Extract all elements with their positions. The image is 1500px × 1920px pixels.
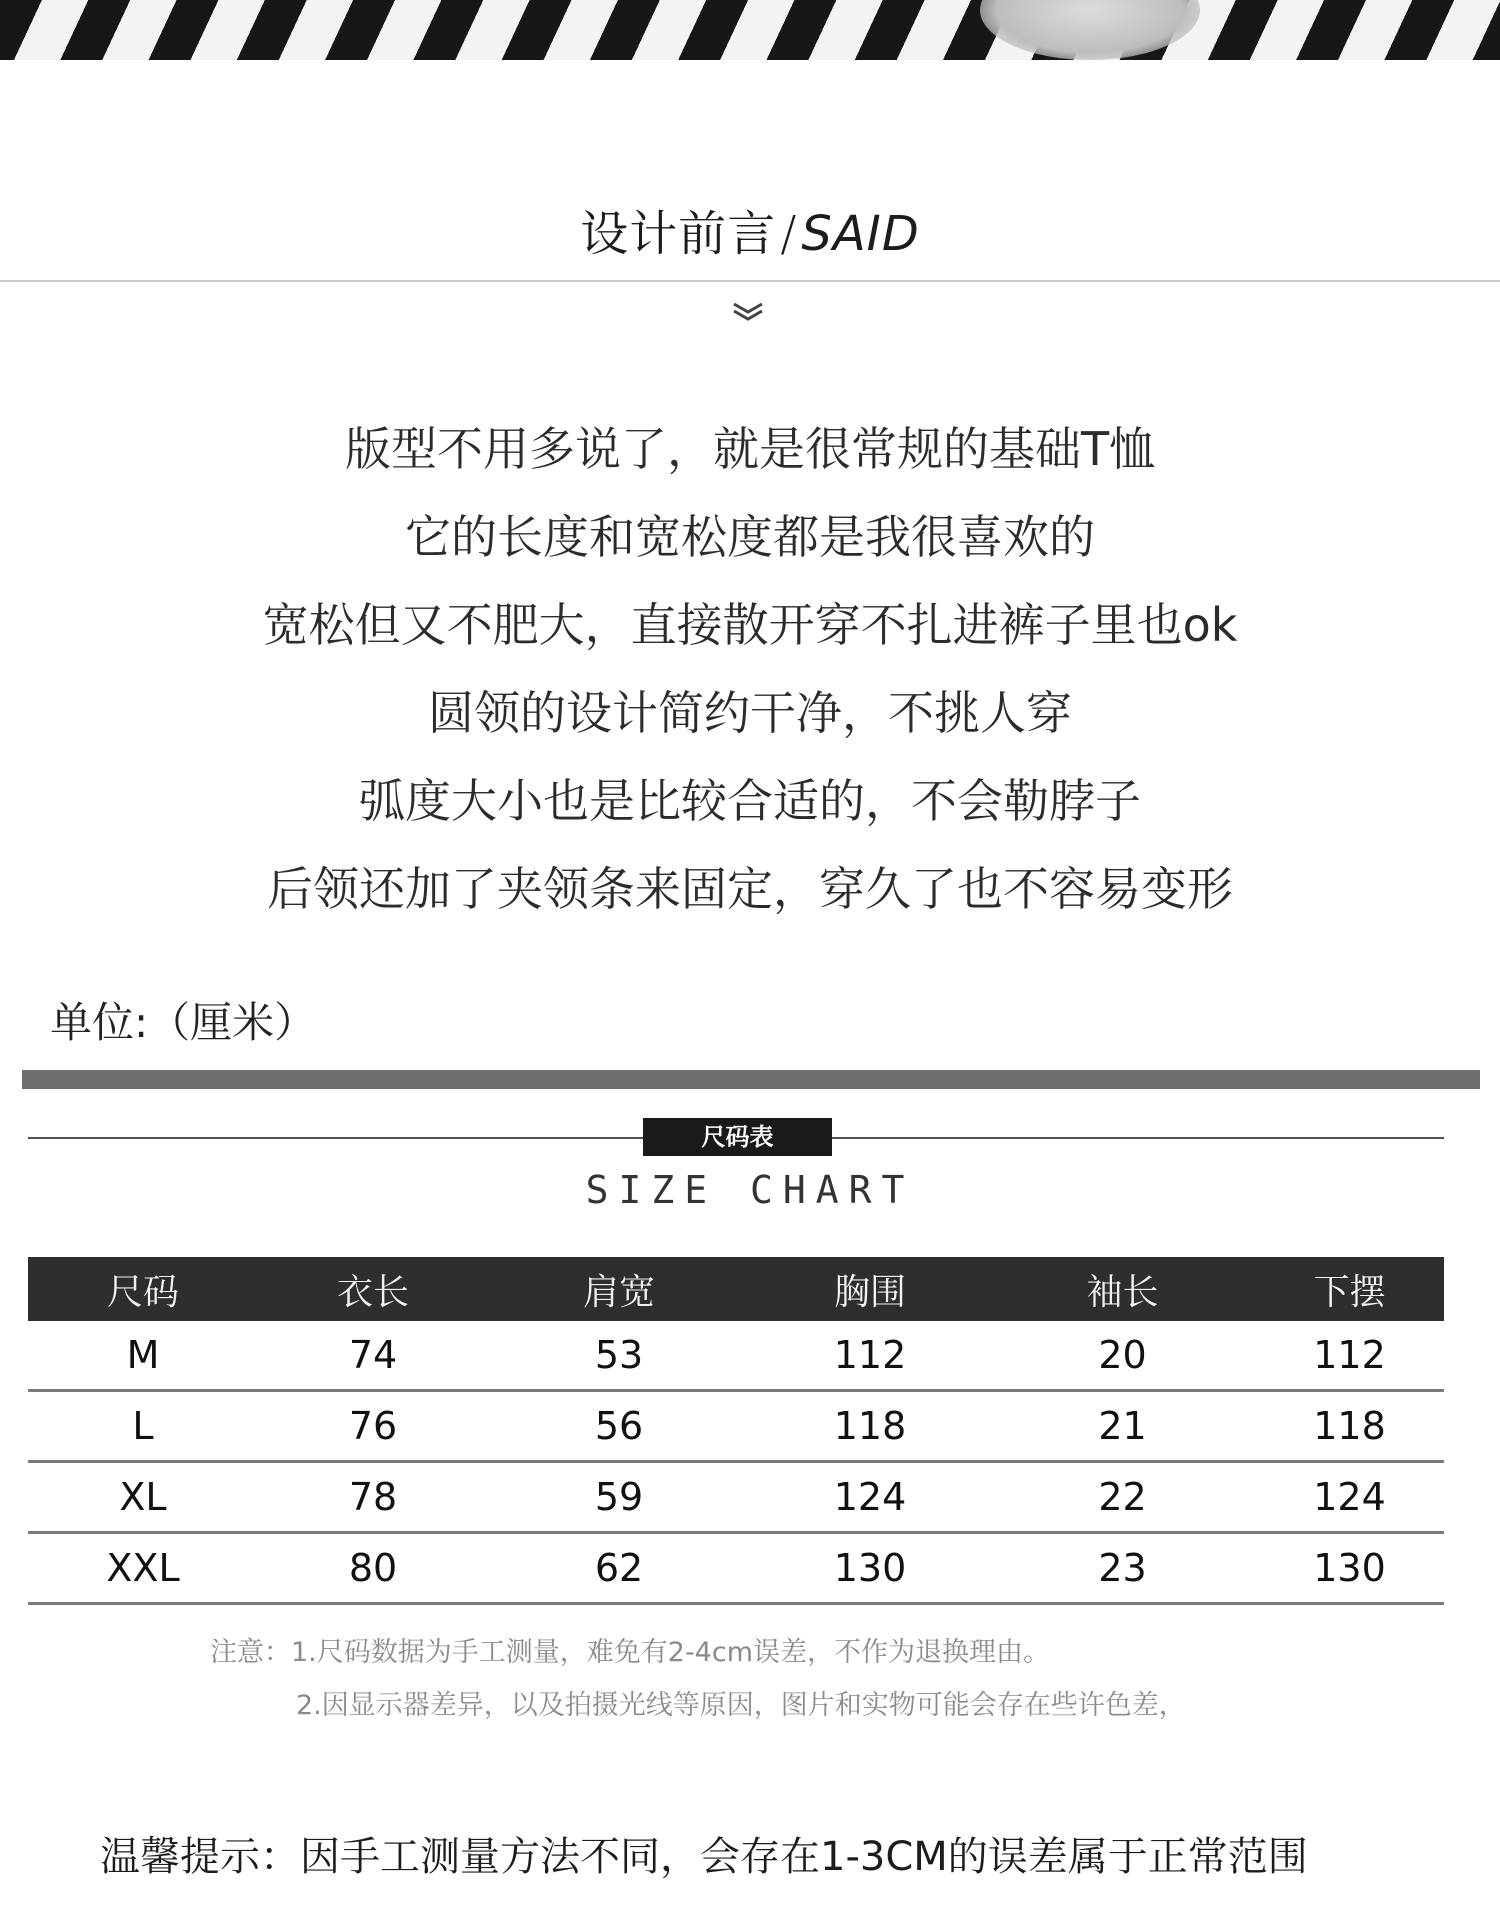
intro-line: 弧度大小也是比较合适的，不会勒脖子 bbox=[359, 774, 1141, 828]
section-title bbox=[0, 195, 1500, 264]
table-cell: 130 bbox=[833, 1546, 907, 1590]
table-row bbox=[28, 1392, 1444, 1463]
size-chart-tag: 尺码表 bbox=[643, 1118, 832, 1156]
table-row bbox=[28, 1463, 1444, 1534]
table-row bbox=[28, 1321, 1444, 1392]
table-cell: 20 bbox=[1098, 1333, 1147, 1377]
table-cell: 21 bbox=[1098, 1404, 1147, 1448]
table-cell: 118 bbox=[833, 1404, 907, 1448]
unit-label: 单位:（厘米） bbox=[50, 998, 317, 1047]
section-bar bbox=[22, 1070, 1480, 1089]
warm-tip: 温馨提示：因手工测量方法不同，会存在1-3CM的误差属于正常范围 bbox=[100, 1834, 1308, 1880]
table-cell: 118 bbox=[1313, 1404, 1386, 1448]
product-photo-strip bbox=[0, 0, 1500, 60]
table-cell: 22 bbox=[1098, 1475, 1147, 1519]
double-chevron-down-icon bbox=[730, 300, 766, 324]
table-cell: 124 bbox=[833, 1475, 907, 1519]
section-title-slash: / bbox=[780, 206, 798, 262]
table-header-cell: 胸围 bbox=[833, 1271, 906, 1313]
table-cell: 112 bbox=[833, 1333, 907, 1377]
table-cell: 23 bbox=[1098, 1546, 1147, 1590]
size-chart-subtitle: SIZE CHART bbox=[585, 1168, 915, 1212]
section-title-en: SAID bbox=[801, 206, 920, 262]
table-cell: 130 bbox=[1313, 1546, 1386, 1590]
intro-text bbox=[0, 405, 1500, 933]
table-cell: M bbox=[126, 1333, 160, 1377]
chart-rule-left bbox=[28, 1137, 643, 1139]
measurement-note-2: 2.因显示器差异，以及拍摄光线等原因，图片和实物可能会存在些许色差， bbox=[296, 1690, 1186, 1721]
intro-line: 圆领的设计简约干净，不挑人穿 bbox=[428, 686, 1072, 740]
table-header-cell: 袖长 bbox=[1086, 1271, 1159, 1313]
table-cell: 124 bbox=[1313, 1475, 1386, 1519]
intro-line: 后领还加了夹领条来固定，穿久了也不容易变形 bbox=[267, 862, 1233, 916]
table-header-cell: 肩宽 bbox=[582, 1271, 655, 1313]
table-cell: 56 bbox=[594, 1404, 644, 1448]
table-cell: L bbox=[132, 1404, 154, 1448]
table-header-cell: 尺码 bbox=[106, 1271, 179, 1313]
table-cell: 80 bbox=[348, 1546, 398, 1590]
table-row bbox=[28, 1534, 1444, 1605]
table-cell: XXL bbox=[106, 1546, 180, 1590]
section-divider bbox=[0, 280, 1500, 282]
table-cell: 74 bbox=[348, 1333, 398, 1377]
table-header-cell: 衣长 bbox=[336, 1271, 409, 1313]
table-cell: 62 bbox=[594, 1546, 644, 1590]
table-header-row bbox=[28, 1257, 1444, 1321]
intro-line: 它的长度和宽松度都是我很喜欢的 bbox=[405, 510, 1095, 564]
chart-rule-right bbox=[832, 1137, 1444, 1139]
table-cell: 112 bbox=[1313, 1333, 1386, 1377]
size-table bbox=[28, 1257, 1444, 1605]
table-cell: XL bbox=[119, 1475, 167, 1519]
table-cell: 53 bbox=[594, 1333, 644, 1377]
photo-highlight bbox=[980, 0, 1200, 60]
intro-line: 版型不用多说了，就是很常规的基础T恤 bbox=[344, 422, 1156, 476]
measurement-note-1: 注意：1.尺码数据为手工测量，难免有2-4cm误差，不作为退换理由。 bbox=[210, 1637, 1051, 1668]
section-title-cn: 设计前言 bbox=[580, 206, 777, 262]
intro-line: 宽松但又不肥大，直接散开穿不扎进裤子里也ok bbox=[262, 598, 1238, 652]
table-cell: 78 bbox=[348, 1475, 398, 1519]
table-cell: 59 bbox=[594, 1475, 644, 1519]
table-cell: 76 bbox=[348, 1404, 398, 1448]
table-header-cell: 下摆 bbox=[1313, 1271, 1386, 1313]
